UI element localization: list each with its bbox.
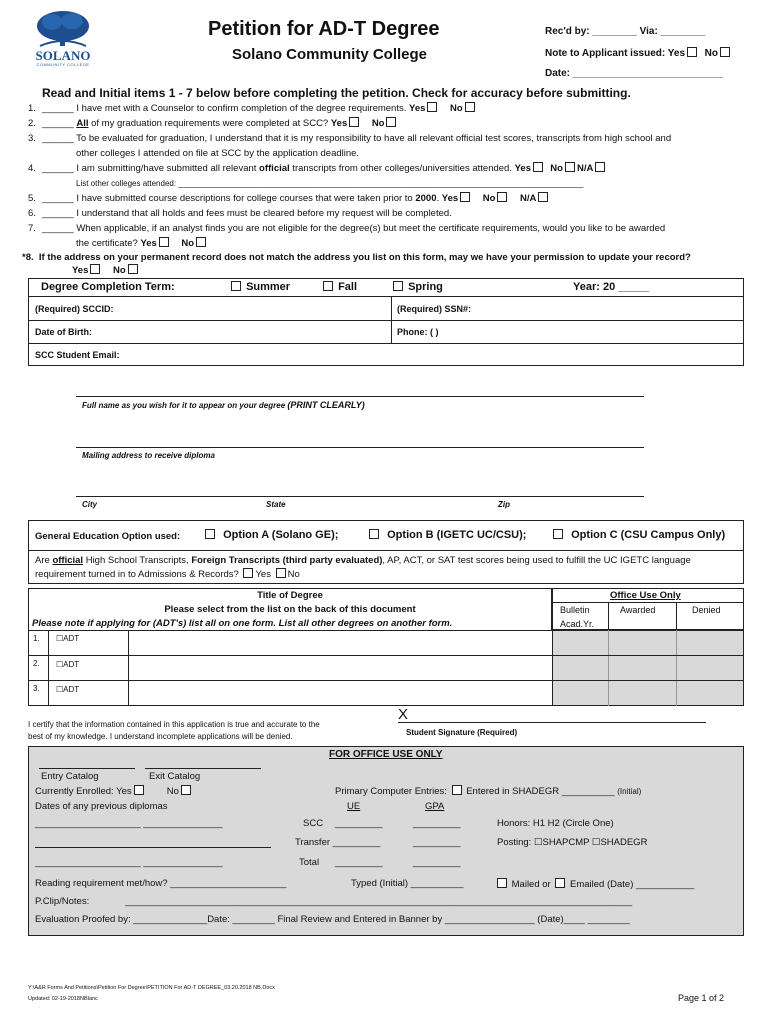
full-name-label: Full name as you wish for it to appear on your degree (PRINT CLEARLY): [82, 400, 365, 410]
diploma-line-3: ____________________ _______________: [35, 857, 223, 868]
term-row: [28, 278, 744, 297]
option-c[interactable]: Option C (CSU Campus Only): [551, 529, 725, 541]
transcripts-question: Are official High School Transcripts, Foreign Transcripts (third party evaluated), AP, ACT, or SAT test scores being used to fulfill the UC IGETC language requirement turned in to Admissions & Records? Yes No: [35, 555, 691, 580]
total-ue: _________: [335, 857, 383, 868]
item8-no-checkbox[interactable]: [128, 264, 138, 274]
enrolled-no-checkbox[interactable]: [181, 785, 191, 795]
office-use-header: Office Use Only: [610, 590, 681, 601]
total-label: Total: [299, 857, 320, 868]
mailed-checkbox[interactable]: [497, 878, 507, 888]
note-issued: Note to Applicant issued: Yes No: [545, 47, 732, 59]
item1-yes-checkbox[interactable]: [427, 102, 437, 112]
logo-sub: COMMUNITY COLLEGE: [36, 62, 90, 67]
item5-yes-checkbox[interactable]: [460, 192, 470, 202]
item4-no-checkbox[interactable]: [565, 162, 575, 172]
option-b[interactable]: Option B (IGETC UC/CSU);: [367, 529, 526, 541]
item8-yes-checkbox[interactable]: [90, 264, 100, 274]
item-1: 1. ______ I have met with a Counselor to confirm completion of the degree requirements. Yes No: [28, 101, 748, 116]
page-title: Petition for AD-T Degree: [208, 18, 440, 40]
row-2-adt[interactable]: ☐ADT: [56, 660, 80, 669]
footer-path: Y:\A&R Forms And Petitions\Petition For Degree\PETITION For AD-T DEGREE_03.20.2018 NB.Docx: [28, 985, 275, 991]
logo-word: SOLANO: [35, 48, 91, 63]
mailed-emailed: Mailed or Emailed (Date) ___________: [495, 878, 694, 890]
page-number: Page 1 of 2: [678, 993, 725, 1003]
office-use-title: FOR OFFICE USE ONLY: [329, 749, 443, 760]
student-info-box: [28, 278, 744, 366]
ue-label: UE: [347, 801, 361, 812]
posting: Posting: ☐SHAPCMP ☐SHADEGR: [497, 837, 648, 848]
spring-checkbox[interactable]: [393, 281, 403, 291]
office-use-box: [28, 746, 744, 936]
row-1-num: 1.: [33, 634, 40, 643]
emailed-checkbox[interactable]: [555, 878, 565, 888]
item2-no-checkbox[interactable]: [386, 117, 396, 127]
item-4-list: List other colleges attended: ___________________________________________________________________________________________: [76, 179, 584, 188]
item-5: 5. ______ I have submitted course descriptions for college courses that were taken prior to 2000. Yes No N/A: [28, 191, 748, 206]
item-7-cont: the certificate? Yes No: [28, 236, 748, 251]
option-b-checkbox[interactable]: [369, 529, 379, 539]
row-2-num: 2.: [33, 659, 40, 668]
instructions: Read and Initial items 1 - 7 below before completing the petition. Check for accuracy before submitting.: [42, 86, 631, 100]
dob-field[interactable]: Date of Birth:: [35, 327, 92, 337]
ge-label: General Education Option used:: [35, 531, 181, 542]
ssn-field[interactable]: (Required) SSN#:: [397, 304, 472, 314]
honors: Honors: H1 H2 (Circle One): [497, 818, 614, 829]
email-field[interactable]: SCC Student Email:: [35, 350, 120, 360]
transcripts-no-checkbox[interactable]: [276, 568, 286, 578]
option-a-checkbox[interactable]: [205, 529, 215, 539]
shadegr-checkbox[interactable]: [452, 785, 462, 795]
pclip-line: ________________________________________________________________________________________________: [125, 896, 633, 907]
item7-yes-checkbox[interactable]: [159, 237, 169, 247]
typed-initial: Typed (Initial) __________: [351, 878, 464, 889]
item-7: 7. ______ When applicable, if an analyst finds you are not eligible for the degree(s) but meet the certificate requirements, would you like to be awarded: [28, 223, 666, 234]
item5-na-checkbox[interactable]: [538, 192, 548, 202]
transfer-gpa: _________: [413, 837, 461, 848]
phone-field[interactable]: Phone: ( ): [397, 327, 439, 337]
item4-yes-checkbox[interactable]: [533, 162, 543, 172]
degree-table: [28, 588, 744, 706]
primary-entries: Primary Computer Entries: Entered in SHADEGR __________ (Initial): [335, 786, 642, 797]
item5-no-checkbox[interactable]: [497, 192, 507, 202]
scc-ue: _________: [335, 818, 383, 829]
option-c-checkbox[interactable]: [553, 529, 563, 539]
checklist: [28, 101, 748, 251]
degree-instructions: Please select from the list on the back of this document: [164, 604, 416, 615]
gpa-label: GPA: [425, 801, 445, 812]
row-1-adt[interactable]: ☐ADT: [56, 634, 80, 643]
entry-catalog: Entry Catalog: [41, 771, 99, 782]
currently-enrolled: Currently Enrolled: Yes No: [35, 785, 193, 797]
awarded-header: Awarded: [620, 605, 656, 615]
state-label: State: [266, 500, 286, 509]
term-summer[interactable]: Summer: [229, 281, 290, 293]
mailing-label: Mailing address to receive diploma: [82, 451, 215, 460]
evaluation-proofed: Evaluation Proofed by: ______________Date: ________ Final Review and Entered in Banner by _________________ (Date)____ ________: [35, 914, 630, 925]
degree-note: Please note if applying for (ADT's) list all on one form. List all other degrees on another form.: [32, 618, 453, 629]
total-gpa: _________: [413, 857, 461, 868]
item-6: 6. ______ I understand that all holds and fees must be cleared before my request will be completed.: [28, 208, 452, 219]
item1-no-checkbox[interactable]: [465, 102, 475, 112]
college-logo: [30, 8, 96, 66]
previous-diplomas: Dates of any previous diplomas: [35, 801, 168, 812]
item-8-answers: Yes No: [72, 264, 140, 276]
item-4: 4. ______ I am submitting/have submitted all relevant official transcripts from other colleges/universities attended. Yes No N/A: [28, 161, 748, 176]
diploma-line-1: ____________________ _______________: [35, 818, 223, 829]
item-8: *8. If the address on your permanent record does not match the address you list on this form, may we have your permission to update your record?: [22, 252, 691, 263]
item2-yes-checkbox[interactable]: [349, 117, 359, 127]
bulletin-header: Bulletin: [560, 605, 590, 615]
date-field: Date: ___________________________: [545, 68, 723, 79]
item4-na-checkbox[interactable]: [595, 162, 605, 172]
sccid-field[interactable]: (Required) SCCID:: [35, 304, 114, 314]
transcripts-yes-checkbox[interactable]: [243, 568, 253, 578]
enrolled-yes-checkbox[interactable]: [134, 785, 144, 795]
received-by: Rec'd by: ________ Via: ________: [545, 26, 706, 37]
transfer-label: Transfer _________: [295, 837, 381, 848]
option-a[interactable]: Option A (Solano GE);: [203, 529, 338, 541]
item-3: 3. ______ To be evaluated for graduation, I understand that it is my responsibility to have all relevant official test scores, transcripts from high school and: [28, 133, 672, 144]
scc-gpa: _________: [413, 818, 461, 829]
acad-header: Acad.Yr.: [560, 619, 595, 629]
denied-header: Denied: [692, 605, 721, 615]
item-3-cont: other colleges I attended on file at SCC by the application deadline.: [76, 148, 360, 159]
term-fall[interactable]: Fall: [321, 281, 357, 293]
item7-no-checkbox[interactable]: [196, 237, 206, 247]
tree-logo-icon: [30, 8, 96, 48]
ge-option-box: [28, 520, 744, 584]
term-spring[interactable]: Spring: [391, 281, 443, 293]
signature-label: Student Signature (Required): [406, 728, 518, 737]
footer-updated: Updated: 02-19-2018NBlanc: [28, 996, 98, 1002]
reading-requirement: Reading requirement met/how? ______________________: [35, 878, 287, 889]
exit-catalog: Exit Catalog: [149, 771, 201, 782]
degree-title-header: Title of Degree: [257, 590, 323, 601]
fall-checkbox[interactable]: [323, 281, 333, 291]
zip-label: Zip: [498, 500, 510, 509]
term-label: Degree Completion Term:: [41, 281, 175, 293]
pclip-label: P.Clip/Notes:: [35, 896, 90, 907]
item-2: 2. ______ All of my graduation requirements were completed at SCC? Yes No: [28, 116, 748, 131]
note-no-checkbox[interactable]: [720, 47, 730, 57]
certify-text: I certify that the information contained in this application is true and accurate to the best of my knowledge. I understand incomplete applications will be denied.: [28, 720, 320, 741]
row-3-adt[interactable]: ☐ADT: [56, 685, 80, 694]
note-yes-checkbox[interactable]: [687, 47, 697, 57]
city-label: City: [82, 500, 98, 509]
signature-x: X: [398, 706, 409, 723]
summer-checkbox[interactable]: [231, 281, 241, 291]
row-3-num: 3.: [33, 684, 40, 693]
scc-label: SCC: [303, 818, 324, 829]
term-year[interactable]: Year: 20 _____: [573, 281, 649, 293]
page-subtitle: Solano Community College: [232, 46, 428, 63]
